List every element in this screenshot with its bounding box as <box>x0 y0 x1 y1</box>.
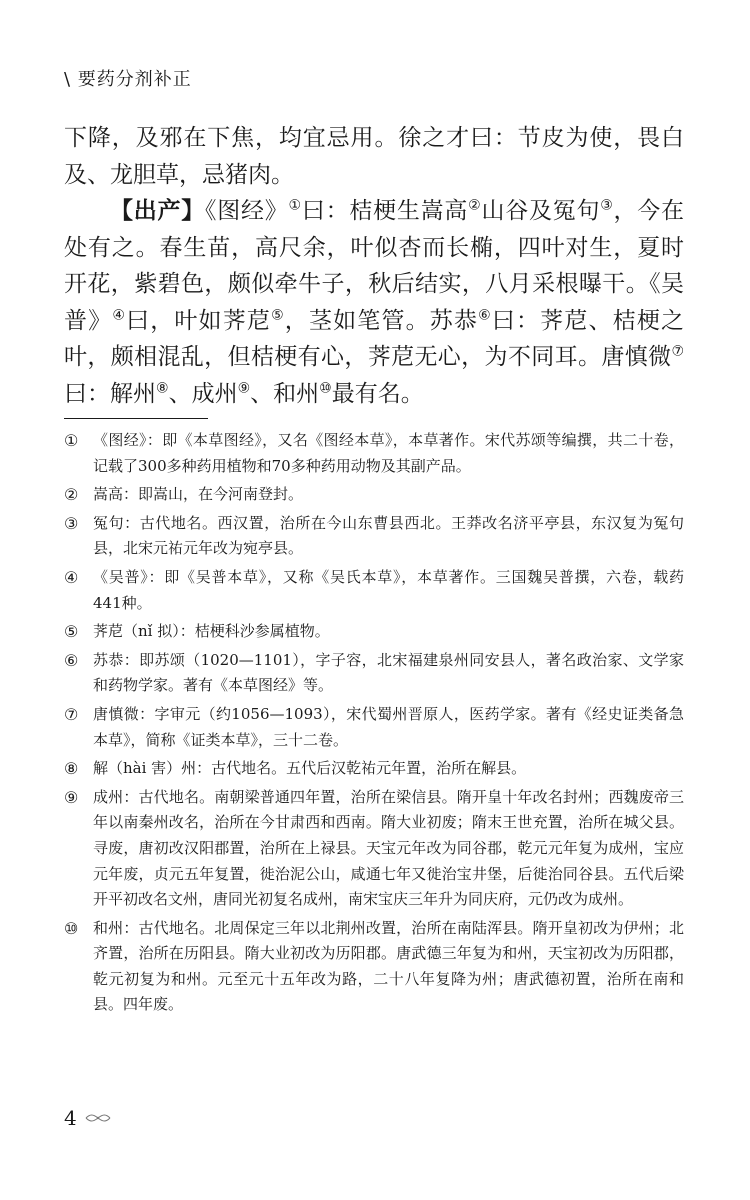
footnote-text: 《图经》：即《本草图经》，又名《图经本草》，本草著作。宋代苏颂等编撰，共二十卷，记载了300多种药用植物和70多种药用动物及其副产品。 <box>93 431 684 475</box>
footnote-number: ⑩ <box>64 918 79 938</box>
footnote-2 <box>64 482 684 508</box>
text-run: 《图经》 <box>205 198 289 224</box>
text-run: 、成州 <box>168 380 238 407</box>
footnote-number: ① <box>64 431 79 450</box>
footnote-text: 苏恭：即苏颂（1020—1101），字子容，北宋福建泉州同安县人，著名政治家、文学家和药物学家。著有《本草图经》等。 <box>93 650 684 695</box>
footnote-number: ⑦ <box>64 704 79 724</box>
paragraph-usage: 下降，及邪在下焦，均宜忌用。徐之才曰：节皮为使，畏白及、龙胆草，忌猪肉。 <box>64 125 684 188</box>
footnote-7 <box>64 702 684 753</box>
footnote-ref-9[interactable]: ⑨ <box>237 379 251 396</box>
text-run: 山谷及冤句 <box>481 198 601 224</box>
text-run: 曰：桔梗生嵩高 <box>301 198 469 224</box>
footnote-6 <box>64 648 684 699</box>
footnote-number: ⑥ <box>64 650 79 670</box>
text-run: 、和州 <box>250 380 320 407</box>
footnote-4 <box>64 565 684 616</box>
footnote-1 <box>64 428 684 479</box>
footnote-number: ⑨ <box>64 787 79 807</box>
text-run: 曰，叶如荠苨 <box>126 307 272 334</box>
footnote-text: 解（hài 害）州：古代地名。五代后汉乾祐元年置，治所在解县。 <box>93 759 527 778</box>
footnote-ref-10[interactable]: ⑩ <box>319 379 332 396</box>
footnote-ref-6[interactable]: ⑥ <box>478 306 492 323</box>
footnote-10 <box>64 916 684 1018</box>
footnote-text: 荠苨（nǐ 拟）：桔梗科沙参属植物。 <box>93 622 330 641</box>
footnote-3 <box>64 511 684 562</box>
ornament-icon <box>85 1113 111 1123</box>
footnote-divider <box>64 418 208 419</box>
footnote-ref-1[interactable]: ① <box>288 197 302 214</box>
footnote-5 <box>64 619 684 645</box>
text-run: 曰：荠苨、桔梗之叶，颇相混乱，但桔梗有心，荠苨无心，为不同耳。唐慎微 <box>64 307 684 370</box>
running-header: \ 要药分剂补正 <box>64 69 192 90</box>
footnote-ref-2[interactable]: ② <box>468 197 482 214</box>
text-run: 曰：解州 <box>64 380 156 407</box>
main-text <box>64 120 684 412</box>
footnote-text: 和州：古代地名。北周保定三年以北荆州改置，治所在南陆浑县。隋开皇初改为伊州；北齐置，治所在历阳县。隋大业初改为历阳郡。唐武德三年复为和州，天宝初改为历阳郡，乾元初复为和州。元至元十五年改为路，二十八年复降为州；唐武德初置，治所在南和县。四年废。 <box>93 918 684 1014</box>
text-run: ，茎如笔管。苏恭 <box>284 307 479 334</box>
footnote-number: ⑤ <box>64 622 79 642</box>
footnote-text: 《吴普》：即《吴普本草》，又称《吴氏本草》，本草著作。三国魏吴普撰，六卷，载药441种。 <box>93 567 684 612</box>
footnote-number: ③ <box>64 513 79 533</box>
footnote-ref-5[interactable]: ⑤ <box>271 306 285 323</box>
footnote-ref-4[interactable]: ④ <box>112 306 127 323</box>
text-run: 最有名。 <box>331 380 424 407</box>
footnote-text: 成州：古代地名。南朝梁普通四年置，治所在梁信县。隋开皇十年改名封州；西魏废帝三年以南秦州改名，治所在今甘肃西和西南。隋大业初废；隋末王世充置，治所在城父县。寻废，唐初改汉阳郡置，治所在上禄县。天宝元年改为同谷郡，乾元元年复为成州，宝应元年废，贞元五年复置，徙治泥公山，咸通七年又徙治宝井堡，后徙治同谷县。五代后梁开平初改名文州，唐同光初复名成州，南宋宝庆三年升为同庆府，元仍改为成州。 <box>93 787 684 909</box>
footnote-ref-8[interactable]: ⑧ <box>156 379 169 396</box>
footnote-number: ⑧ <box>64 759 79 779</box>
section-label-origin: 【出产】 <box>110 198 206 224</box>
footnote-text: 唐慎微：字审元（约1056—1093），宋代蜀州晋原人，医药学家。著有《经史证类备急本草》，简称《证类本草》，三十二卷。 <box>93 704 684 749</box>
footnotes <box>64 428 684 1021</box>
paragraph-origin <box>64 193 684 412</box>
page-number: 4 <box>64 1106 77 1130</box>
footnote-9 <box>64 785 684 913</box>
footnote-ref-3[interactable]: ③ <box>600 197 614 214</box>
footnote-number: ② <box>64 485 79 505</box>
text-run: ，今在处有之。春生苗，高尺余，叶似杏而长椭，四叶对生，夏时开花，紫碧色，颇似牵牛子，秋后结实，八月采根曝干。《吴普》 <box>64 198 685 334</box>
footnote-ref-7[interactable]: ⑦ <box>671 343 684 360</box>
footnote-number: ④ <box>64 567 79 587</box>
footnote-text: 冤句：古代地名。西汉置，治所在今山东曹县西北。王莽改名济平亭县，东汉复为冤句县，北宋元祐元年改为宛亭县。 <box>93 513 684 558</box>
page-footer <box>64 1106 111 1130</box>
footnote-8 <box>64 756 684 782</box>
footnote-text: 嵩高：即嵩山，在今河南登封。 <box>93 485 304 504</box>
